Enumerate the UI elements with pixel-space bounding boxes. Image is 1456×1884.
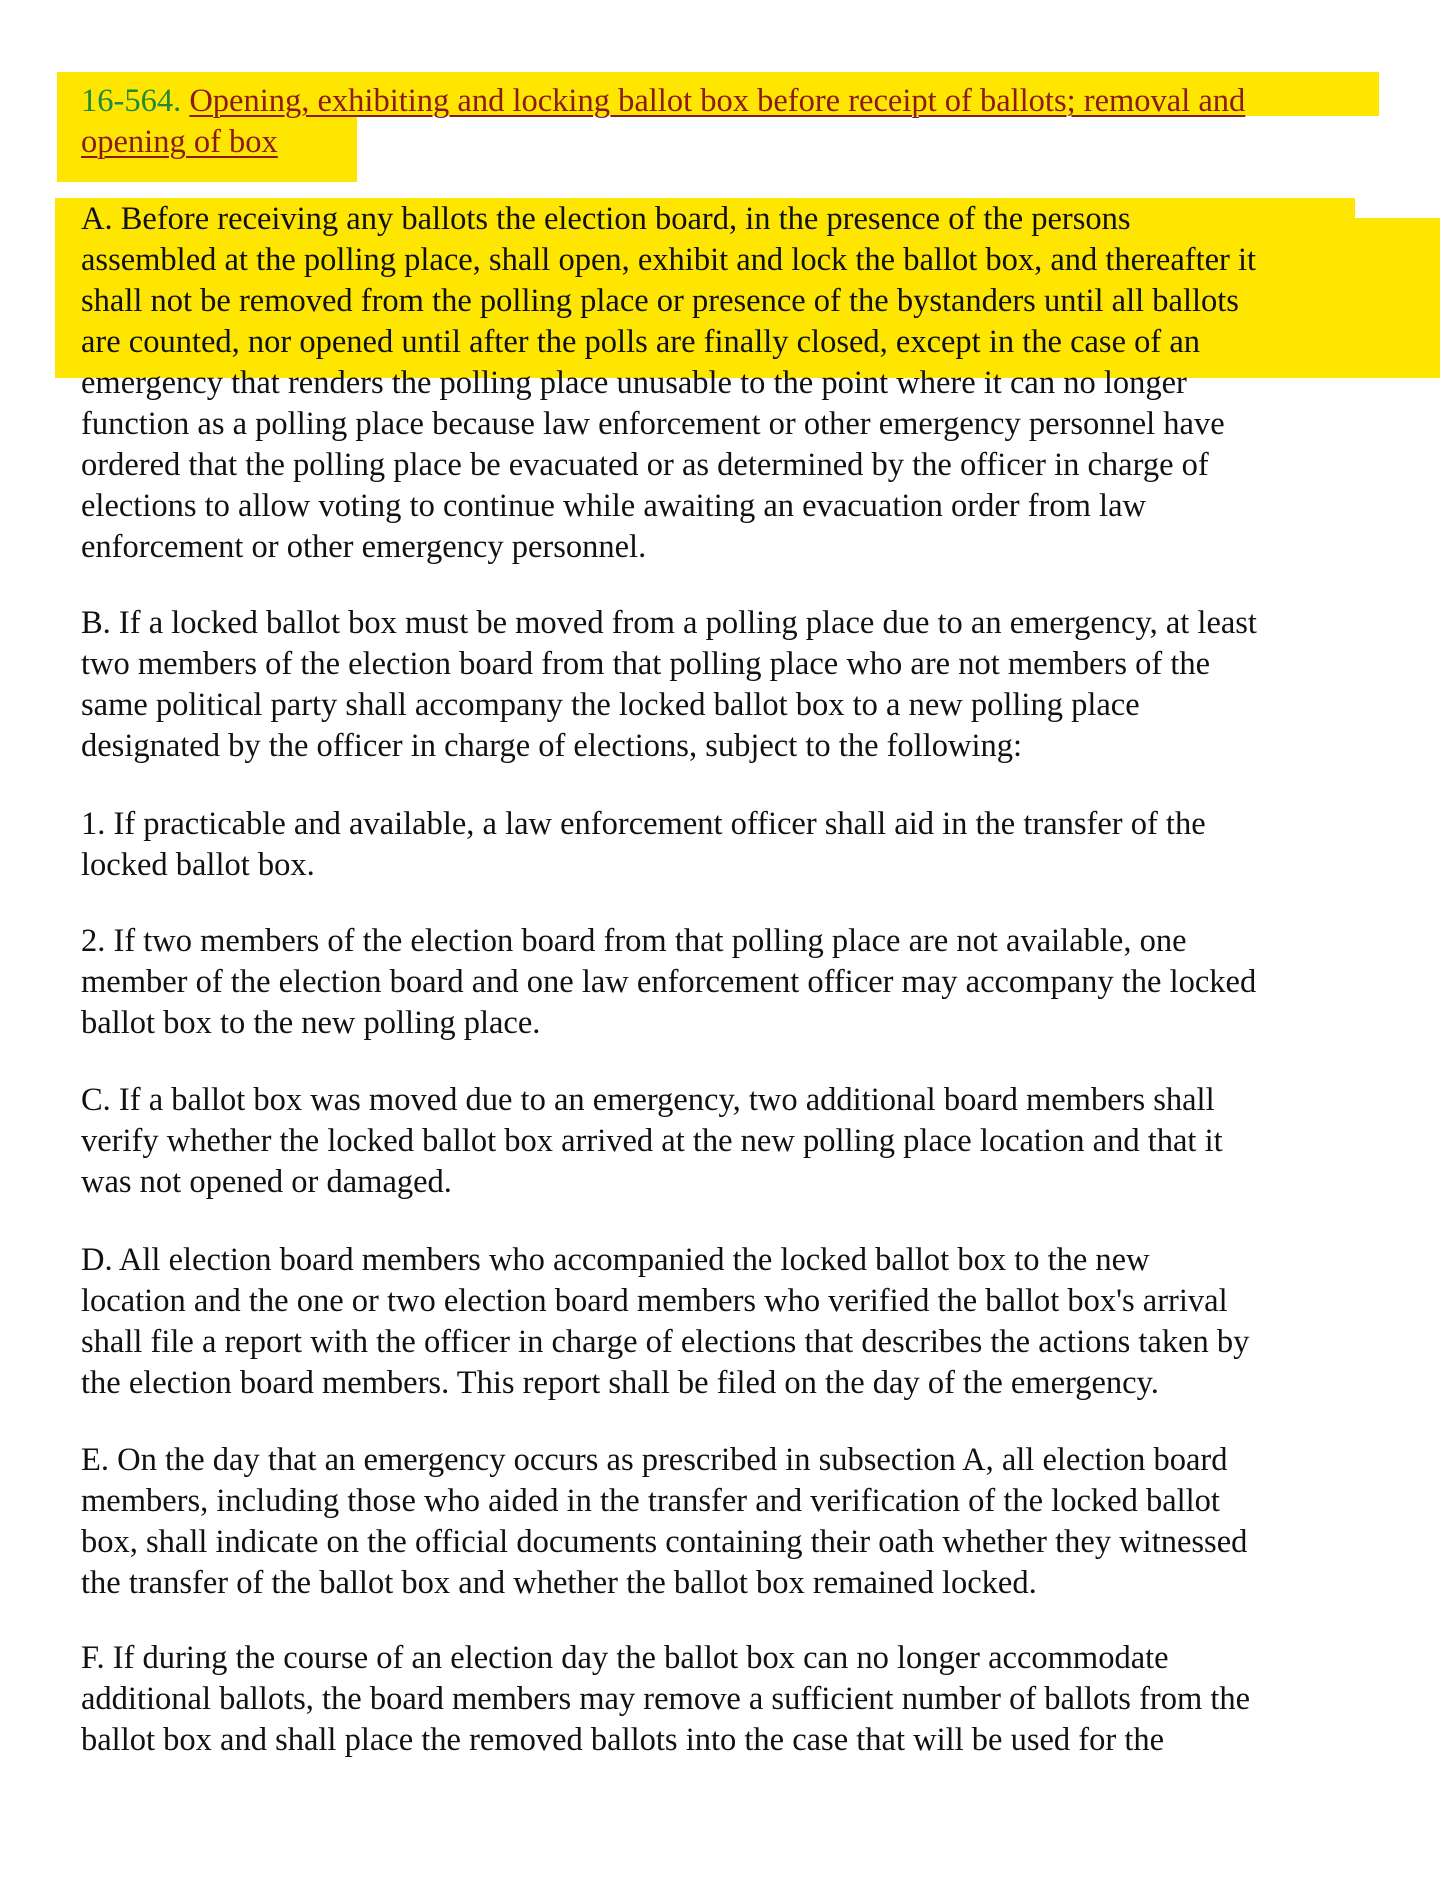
text-line: 2. If two members of the election board from that polling place are not available, one (81, 923, 1187, 959)
text-line: assembled at the polling place, shall open, exhibit and lock the ballot box, and thereafter it (81, 242, 1257, 278)
text-line: the transfer of the ballot box and whether the ballot box remained locked. (81, 1565, 1037, 1601)
text-line: box, shall indicate on the official documents containing their oath whether they witnessed (81, 1524, 1248, 1560)
text-line: same political party shall accompany the locked ballot box to a new polling place (81, 687, 1140, 723)
section-heading (81, 81, 1401, 163)
paragraph-d (81, 1240, 1401, 1404)
section-title: Opening, exhibiting and locking ballot box before receipt of ballots; removal and (189, 83, 1246, 119)
text-line: emergency that renders the polling place unusable to the point where it can no longer (81, 365, 1187, 401)
text-line: designated by the officer in charge of elections, subject to the following: (81, 728, 1023, 764)
text-line: are counted, nor opened until after the polls are finally closed, except in the case of an (81, 324, 1200, 360)
text-line: C. If a ballot box was moved due to an emergency, two additional board members shall (81, 1082, 1215, 1118)
text-line: two members of the election board from that polling place who are not members of the (81, 646, 1211, 682)
paragraph-b (81, 603, 1401, 767)
text-line: ballot box to the new polling place. (81, 1005, 541, 1041)
text-line: enforcement or other emergency personnel. (81, 529, 647, 565)
text-line: verify whether the locked ballot box arrived at the new polling place location and that it (81, 1123, 1223, 1159)
paragraph-e (81, 1440, 1401, 1604)
section-number: 16-564. (81, 83, 182, 119)
text-line: F. If during the course of an election day the ballot box can no longer accommodate (81, 1640, 1169, 1676)
text-line: B. If a locked ballot box must be moved from a polling place due to an emergency, at least (81, 605, 1257, 641)
text-line: ballot box and shall place the removed ballots into the case that will be used for the (81, 1722, 1165, 1758)
text-line: function as a polling place because law enforcement or other emergency personnel have (81, 406, 1225, 442)
text-line: shall file a report with the officer in charge of elections that describes the actions taken by (81, 1324, 1250, 1360)
text-line: shall not be removed from the polling place or presence of the bystanders until all ballots (81, 283, 1239, 319)
text-line: was not opened or damaged. (81, 1164, 452, 1200)
text-line: member of the election board and one law enforcement officer may accompany the locked (81, 964, 1257, 1000)
text-line: elections to allow voting to continue while awaiting an evacuation order from law (81, 488, 1146, 524)
text-line: locked ballot box. (81, 847, 315, 883)
text-line: E. On the day that an emergency occurs as prescribed in subsection A, all election board (81, 1442, 1228, 1478)
section-title: opening of box (81, 124, 278, 160)
text-line: members, including those who aided in the transfer and verification of the locked ballot (81, 1483, 1220, 1519)
text-line: D. All election board members who accompanied the locked ballot box to the new (81, 1242, 1150, 1278)
text-line: 1. If practicable and available, a law enforcement officer shall aid in the transfer of the (81, 806, 1206, 842)
text-line: ordered that the polling place be evacuated or as determined by the officer in charge of (81, 447, 1209, 483)
paragraph-f (81, 1638, 1401, 1761)
text-line: location and the one or two election board members who verified the ballot box's arrival (81, 1283, 1228, 1319)
text-line: the election board members. This report shall be filed on the day of the emergency. (81, 1365, 1159, 1401)
text-line: additional ballots, the board members may remove a sufficient number of ballots from the (81, 1681, 1251, 1717)
paragraph-b1 (81, 804, 1401, 886)
paragraph-a (81, 199, 1401, 568)
text-line: A. Before receiving any ballots the election board, in the presence of the persons (81, 201, 1131, 237)
paragraph-c (81, 1080, 1401, 1203)
paragraph-b2 (81, 921, 1401, 1044)
